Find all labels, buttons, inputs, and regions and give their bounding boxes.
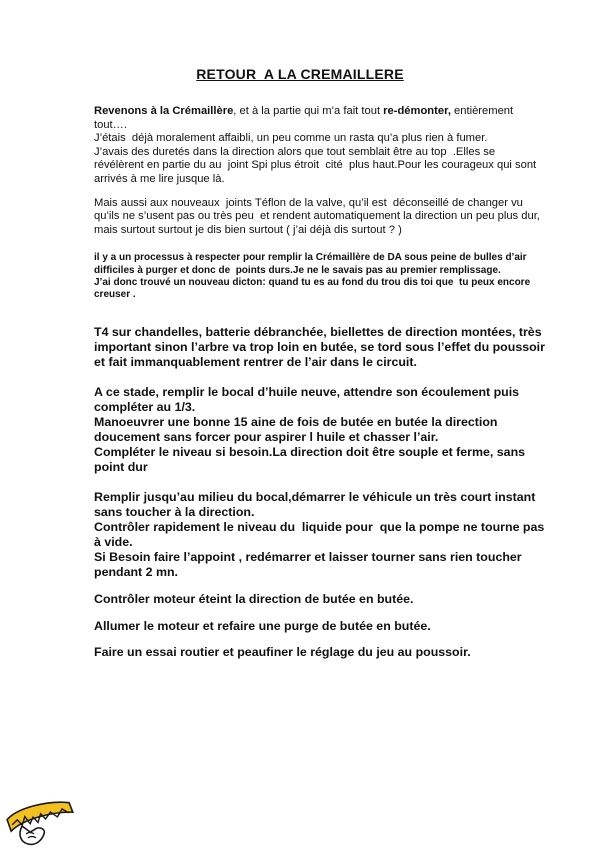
step4-line: Contrôler moteur éteint la direction de butée en butée. bbox=[94, 592, 414, 606]
page-title: RETOUR A LA CREMAILLERE bbox=[196, 66, 404, 82]
teflon-line-1: Mais aussi aux nouveaux joints Téflon de la valve, qu’il est déconseillé de changer vu bbox=[94, 197, 523, 209]
intro-text: , et à la partie qui m’a fait tout bbox=[233, 105, 384, 117]
step1-line-2: important sinon l’arbre va trop loin en butée, se tord sous l’effet du poussoir bbox=[94, 340, 545, 354]
step2-line-4: doucement sans forcer pour aspirer l huile et chasser l’air. bbox=[94, 430, 439, 444]
teflon-line-2: qu’ils ne s’usent pas ou très peu et rendent automatiquement la direction un peu plus dur, bbox=[94, 210, 540, 222]
intro-line-6: arrivés à me lire jusque là. bbox=[94, 173, 225, 185]
step6-line: Faire un essai routier et peaufiner le réglage du jeu au poussoir. bbox=[94, 645, 471, 659]
step2-line-2: compléter au 1/3. bbox=[94, 400, 196, 414]
step3-line-6: pendant 2 mn. bbox=[94, 565, 178, 579]
step3-line-5: Si Besoin faire l’appoint , redémarrer et laisser tourner sans rien toucher bbox=[94, 550, 522, 564]
intro-line-3: J’étais déjà moralement affaibli, un peu comme un rasta qu’a plus rien à fumer. bbox=[94, 132, 488, 144]
process-line-2: difficiles à purger et donc de points durs.Je ne le savais pas au premier remplissage. bbox=[94, 265, 501, 276]
step2-line-5: Compléter le niveau si besoin.La direction doit être souple et ferme, sans bbox=[94, 445, 526, 459]
process-line-4: creuser . bbox=[94, 289, 136, 300]
step3-line-1: Remplir jusqu’au milieu du bocal,démarrer le véhicule un très court instant bbox=[94, 490, 536, 504]
intro-text-end: entièrement bbox=[450, 105, 514, 117]
step1-line-3: et fait immanquablement rentrer de l’air dans le circuit. bbox=[94, 355, 417, 369]
intro-line-5: révélèrent en partie du au joint Spi plus étroit cité plus haut.Pour les courageux qui sont bbox=[94, 159, 537, 171]
intro-bold-lead: Revenons à la Crémaillère bbox=[94, 105, 234, 117]
process-line-1: il y a un processus à respecter pour remplir la Crémaillère de DA sous peine de bulles d’air bbox=[94, 252, 527, 263]
step1-line-1: T4 sur chandelles, batterie débranchée, biellettes de direction montées, très bbox=[94, 325, 542, 339]
step5-line: Allumer le moteur et refaire une purge de butée en butée. bbox=[94, 619, 431, 633]
intro-line-4: J’avais des duretés dans la direction alors que tout semblait être au top .Elles se bbox=[94, 146, 496, 158]
step2-line-1: A ce stade, remplir le bocal d’huile neuve, attendre son écoulement puis bbox=[94, 385, 520, 399]
t4-logo-icon bbox=[0, 796, 80, 848]
intro-bold-word: re-démonter, bbox=[383, 105, 451, 117]
step3-line-2: sans toucher à la direction. bbox=[94, 505, 255, 519]
teflon-line-3: mais surtout surtout je dis bien surtout ( j’ai déjà dis surtout ? ) bbox=[94, 224, 402, 236]
step3-line-4: à vide. bbox=[94, 535, 133, 549]
step2-line-6: point dur bbox=[94, 460, 148, 474]
intro-line-2: tout…. bbox=[94, 119, 127, 131]
step3-line-3: Contrôler rapidement le niveau du liquide pour que la pompe ne tourne pas bbox=[94, 520, 545, 534]
process-line-3: J’ai donc trouvé un nouveau dicton: quand tu es au fond du trou dis toi que tu peux encore bbox=[94, 277, 531, 288]
step2-line-3: Manoeuvrer une bonne 15 aine de fois de butée en butée la direction bbox=[94, 415, 498, 429]
intro-line-1 bbox=[94, 106, 513, 117]
